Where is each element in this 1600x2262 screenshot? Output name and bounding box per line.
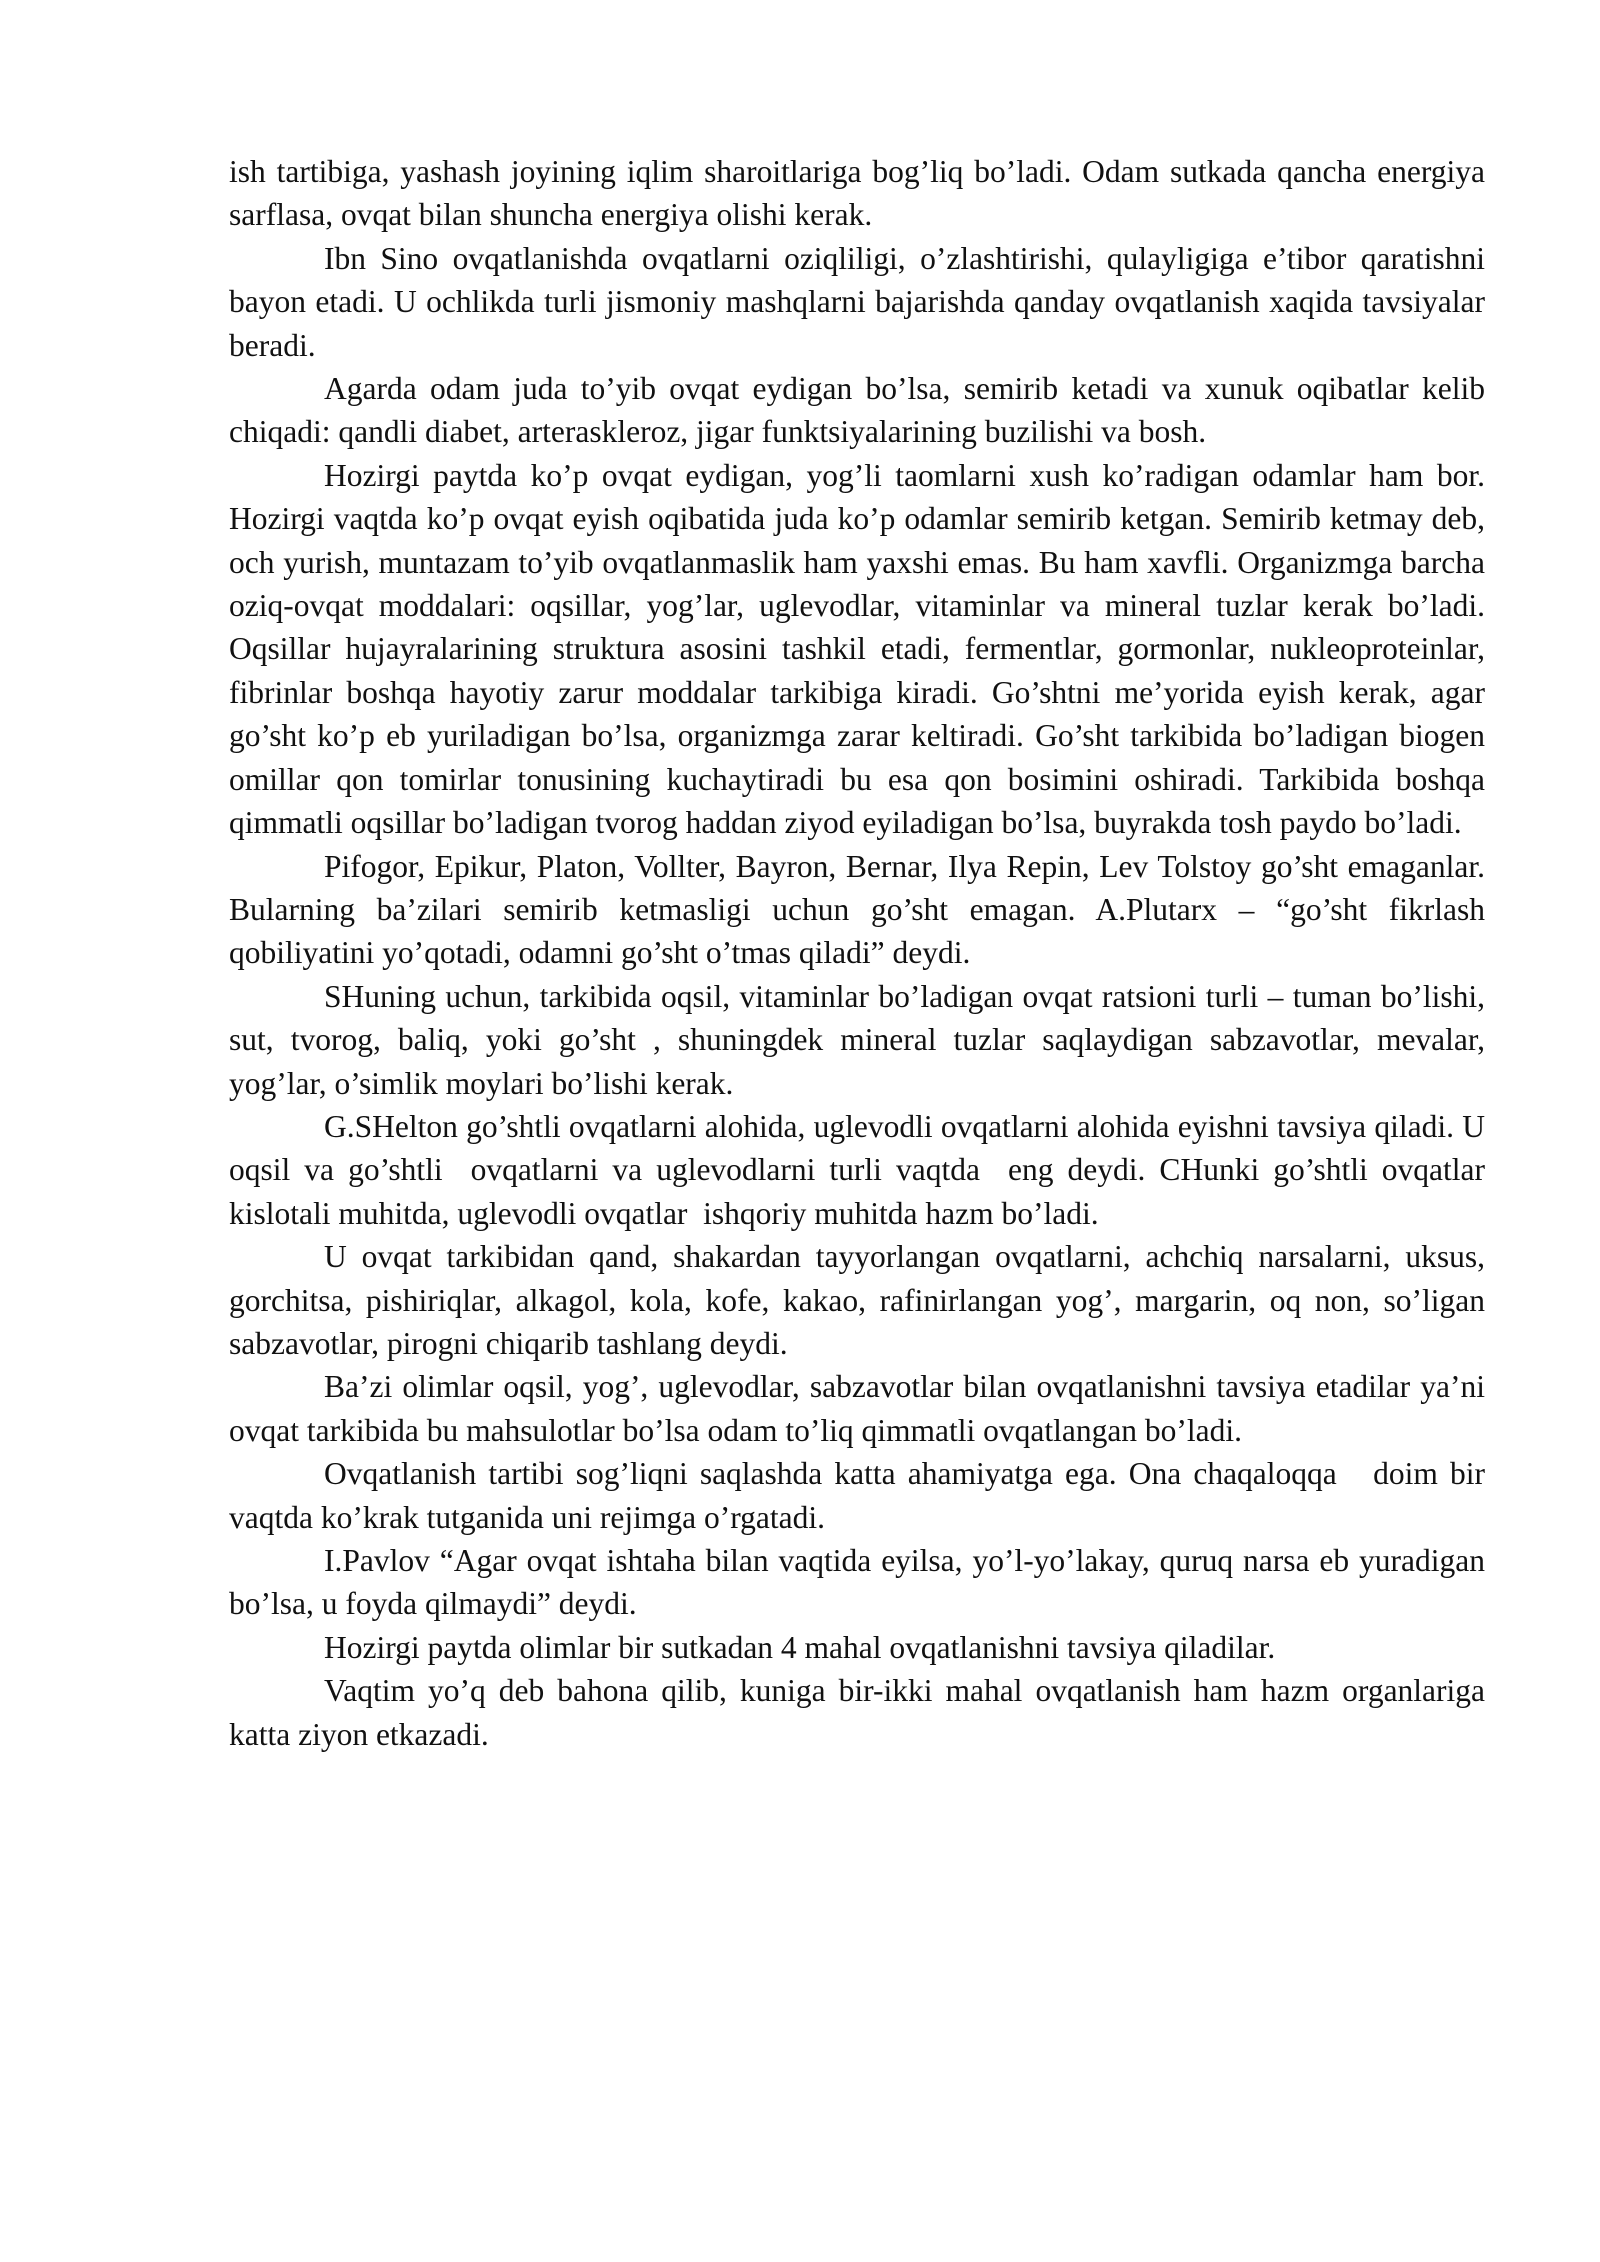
paragraph-11: I.Pavlov “Agar ovqat ishtaha bilan vaqtida eyilsa, yo’l-yo’lakay, quruq narsa eb yuradigan bo’lsa, u foyda qilmaydi” deydi. <box>229 1543 1493 1622</box>
paragraph-8: U ovqat tarkibidan qand, shakardan tayyorlangan ovqatlarni, achchiq narsalarni, uksus, gorchitsa, pishiriqlar, alkagol, kola, kofe, kakao, rafinirlangan yog’, margarin, oq non, so’ligan sabzavotlar, pirogni chiqarib tashlang deydi. <box>229 1239 1493 1361</box>
paragraph-3: Agarda odam juda to’yib ovqat eydigan bo’lsa, semirib ketadi va xunuk oqibatlar kelib chiqadi: qandli diabet, arteraskleroz, jigar funktsiyalarining buzilishi va bosh. <box>229 371 1493 450</box>
paragraph-12: Hozirgi paytda olimlar bir sutkadan 4 mahal ovqatlanishni tavsiya qiladilar. <box>324 1629 1276 1665</box>
paragraph-10: Ovqatlanish tartibi sog’liqni saqlashda katta ahamiyatga ega. Ona chaqaloqqa doim bir vaqtda ko’krak tutganida uni rejimga o’rgatadi. <box>229 1456 1493 1535</box>
paragraph-4: Hozirgi paytda ko’p ovqat eydigan, yog’li taomlarni xush ko’radigan odamlar ham bor. Hozirgi vaqtda ko’p ovqat eyish oqibatida juda ko’p odamlar semirib ketgan. Semirib ketmay deb, och yurish, muntazam to’yib ovqatlanmaslik ham yaxshi emas. Bu ham xavfli. Organizmga barcha oziq-ovqat moddalari: oqsillar, yog’lar, uglevodlar, vitaminlar va mineral tuzlar kerak bo’ladi. Oqsillar hujayralarining struktura asosini tashkil etadi, fermentlar, gormonlar, nukleoproteinlar, fibrinlar boshqa hayotiy zarur moddalar tarkibiga kiradi. Go’shtni me’yorida eyish kerak, agar go’sht ko’p eb yuriladigan bo’lsa, organizmga zarar keltiradi. Go’sht tarkibida bo’ladigan biogen omillar qon tomirlar tonusining kuchaytiradi bu esa qon bosimini oshiradi. Tarkibida boshqa qimmatli oqsillar bo’ladigan tvorog haddan ziyod eyiladigan bo’lsa, buyrakda tosh paydo bo’ladi. <box>229 457 1493 841</box>
paragraph-1: ish tartibiga, yashash joyining iqlim sharoitlariga bog’liq bo’ladi. Odam sutkada qancha energiya sarflasa, ovqat bilan shuncha energiya olishi kerak. <box>229 154 1493 233</box>
paragraph-9: Ba’zi olimlar oqsil, yog’, uglevodlar, sabzavotlar bilan ovqatlanishni tavsiya etadilar ya’ni ovqat tarkibida bu mahsulotlar bo’lsa odam to’liq qimmatli ovqatlangan bo’ladi. <box>229 1369 1493 1448</box>
paragraph-5: Pifogor, Epikur, Platon, Vollter, Bayron, Bernar, Ilya Repin, Lev Tolstoy go’sht emaganlar. Bularning ba’zilari semirib ketmasligi uchun go’sht emagan. A.Plutarx – “go’sht fikrlash qobiliyatini yo’qotadi, odamni go’sht o’tmas qiladi” deydi. <box>229 848 1493 971</box>
document-page <box>229 150 1493 1756</box>
paragraph-13: Vaqtim yo’q deb bahona qilib, kuniga bir-ikki mahal ovqatlanish ham hazm organlariga katta ziyon etkazadi. <box>229 1673 1493 1752</box>
paragraph-7: G.SHelton go’shtli ovqatlarni alohida, uglevodli ovqatlarni alohida eyishni tavsiya qiladi. U oqsil va go’shtli ovqatlarni va uglevodlarni turli vaqtda eng deydi. CHunki go’shtli ovqatlar kislotali muhitda, uglevodli ovqatlar ishqoriy muhitda hazm bo’ladi. <box>229 1108 1493 1231</box>
paragraph-2: Ibn Sino ovqatlanishda ovqatlarni oziqliligi, o’zlashtirishi, qulayligiga e’tibor qaratishni bayon etadi. U ochlikda turli jismoniy mashqlarni bajarishda qanday ovqatlanish xaqida tavsiyalar beradi. <box>229 240 1493 363</box>
paragraph-6: SHuning uchun, tarkibida oqsil, vitaminlar bo’ladigan ovqat ratsioni turli – tuman bo’lishi, sut, tvorog, baliq, yoki go’sht , shuningdek mineral tuzlar saqlaydigan sabzavotlar, mevalar, yog’lar, o’simlik moylari bo’lishi kerak. <box>229 978 1493 1101</box>
